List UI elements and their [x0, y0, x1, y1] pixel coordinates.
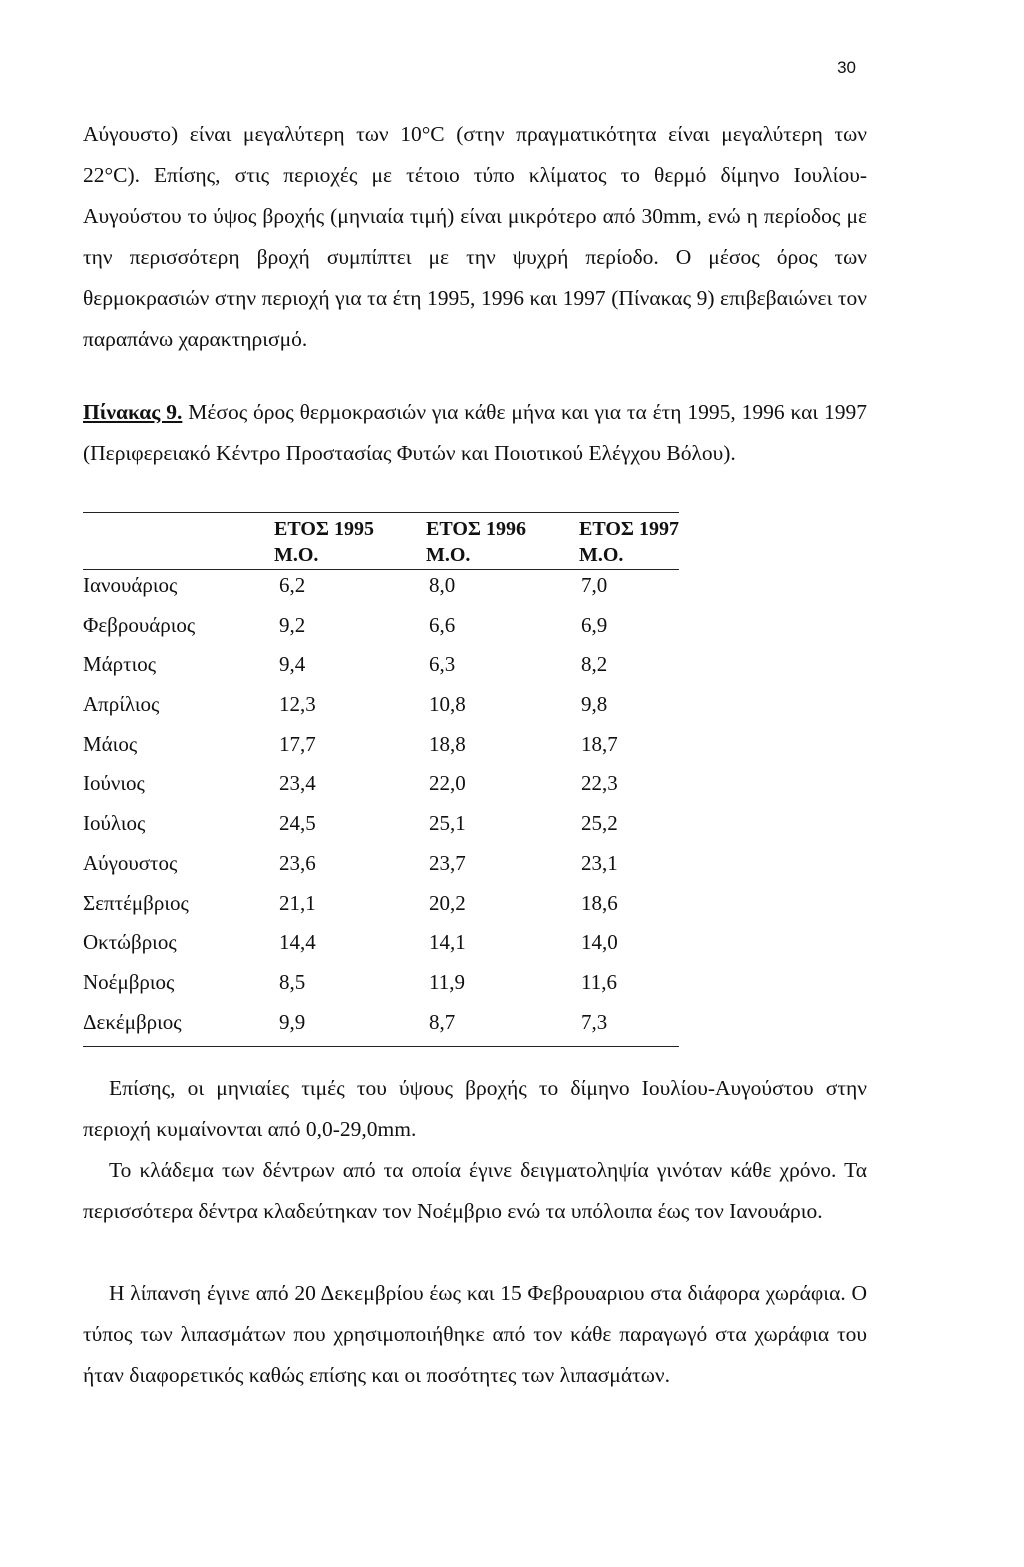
month-cell: Δεκέμβριος	[83, 1009, 182, 1034]
value-cell: 14,1	[429, 930, 466, 955]
value-cell: 22,0	[429, 771, 466, 796]
value-cell: 22,3	[581, 771, 618, 796]
header-year: ΕΤΟΣ 1997	[579, 518, 679, 540]
header-1995	[274, 516, 374, 568]
value-cell: 9,9	[279, 1009, 306, 1034]
header-year: ΕΤΟΣ 1995	[274, 518, 374, 540]
table-row	[83, 808, 679, 848]
pruning-paragraph	[83, 1150, 867, 1232]
month-cell: Φεβρουάριος	[83, 612, 196, 637]
month-cell: Σεπτέμβριος	[83, 890, 189, 915]
page-number: 30	[837, 58, 856, 77]
rainfall-text: Επίσης, οι μηνιαίες τιμές του ύψους βροχής το δίμηνο Ιουλίου-Αυγούστου στην περιοχή κυμαίνονται από 0,0-29,0mm.	[83, 1076, 867, 1141]
value-cell: 8,0	[429, 573, 456, 597]
value-cell: 24,5	[279, 811, 316, 836]
value-cell: 6,2	[279, 573, 306, 597]
value-cell: 6,6	[429, 612, 456, 637]
header-1997	[579, 516, 679, 568]
month-cell: Απρίλιος	[83, 692, 160, 717]
header-year: ΕΤΟΣ 1996	[426, 518, 526, 540]
table-row	[83, 768, 679, 808]
value-cell: 8,2	[581, 652, 608, 677]
temperature-table	[83, 512, 679, 1047]
value-cell: 7,0	[581, 573, 608, 597]
value-cell: 23,6	[279, 850, 316, 875]
header-sub: Μ.Ο.	[426, 544, 471, 566]
value-cell: 8,7	[429, 1009, 456, 1034]
month-cell: Ιανουάριος	[83, 573, 178, 597]
value-cell: 9,4	[279, 652, 306, 677]
value-cell: 6,3	[429, 652, 456, 677]
value-cell: 18,6	[581, 890, 618, 915]
value-cell: 21,1	[279, 890, 316, 915]
value-cell: 23,1	[581, 850, 618, 875]
value-cell: 11,6	[581, 969, 617, 994]
table-row	[83, 967, 679, 1007]
value-cell: 17,7	[279, 731, 316, 756]
header-sub: Μ.Ο.	[579, 544, 624, 566]
value-cell: 11,9	[429, 969, 465, 994]
month-cell: Οκτώβριος	[83, 930, 177, 955]
month-cell: Νοέμβριος	[83, 969, 175, 994]
value-cell: 18,7	[581, 731, 618, 756]
value-cell: 9,2	[279, 612, 306, 637]
value-cell: 6,9	[581, 612, 608, 637]
table-row	[83, 1007, 679, 1047]
pruning-text: Το κλάδεμα των δέντρων από τα οποία έγινε δειγματοληψία γινόταν κάθε χρόνο. Τα περισσότερα δέντρα κλαδεύτηκαν τον Νοέμβριο ενώ τα υπόλοιπα έως τον Ιανουάριο.	[83, 1158, 867, 1223]
table-row	[83, 927, 679, 967]
table-header	[83, 513, 679, 569]
table-caption-label: Πίνακας 9.	[83, 400, 183, 424]
table-bottom-rule	[83, 1046, 679, 1047]
table-row	[83, 729, 679, 769]
rainfall-paragraph	[83, 1068, 867, 1150]
value-cell: 8,5	[279, 969, 306, 994]
value-cell: 9,8	[581, 692, 608, 717]
table-caption-text: Μέσος όρος θερμοκρασιών για κάθε μήνα και για τα έτη 1995, 1996 και 1997 (Περιφερειακό Κέντρο Προστασίας Φυτών και Ποιοτικού Ελέγχου Βόλου).	[83, 400, 867, 465]
table-caption	[83, 392, 867, 474]
value-cell: 20,2	[429, 890, 466, 915]
month-cell: Μάιος	[83, 731, 138, 756]
value-cell: 25,2	[581, 811, 618, 836]
table-body	[83, 570, 679, 1046]
table-row	[83, 848, 679, 888]
value-cell: 12,3	[279, 692, 316, 717]
table-row	[83, 888, 679, 928]
table-row	[83, 610, 679, 650]
header-sub: Μ.Ο.	[274, 544, 319, 566]
month-cell: Αύγουστος	[83, 850, 178, 875]
value-cell: 18,8	[429, 731, 466, 756]
value-cell: 14,0	[581, 930, 618, 955]
month-cell: Μάρτιος	[83, 652, 157, 677]
month-cell: Ιούλιος	[83, 811, 146, 836]
intro-paragraph: Αύγουστο) είναι μεγαλύτερη των 10°C (στην πραγματικότητα είναι μεγαλύτερη των 22°C). Επίσης, στις περιοχές με τέτοιο τύπο κλίματος το θερμό δίμηνο Ιουλίου-Αυγούστου το ύψος βροχής (μηνιαία τιμή) είναι μικρότερο από 30mm, ενώ η περίοδος με την περισσότερη βροχή συμπίπτει με την ψυχρή περίοδο. Ο μέσος όρος των θερμοκρασιών στην περιοχή για τα έτη 1995, 1996 και 1997 (Πίνακας 9) επιβεβαιώνει τον παραπάνω χαρακτηρισμό.	[83, 122, 867, 351]
header-1996	[426, 516, 526, 568]
value-cell: 10,8	[429, 692, 466, 717]
value-cell: 23,4	[279, 771, 316, 796]
fertilization-paragraph	[83, 1273, 867, 1396]
table-row	[83, 570, 679, 610]
value-cell: 14,4	[279, 930, 316, 955]
value-cell: 7,3	[581, 1009, 608, 1034]
value-cell: 25,1	[429, 811, 466, 836]
value-cell: 23,7	[429, 850, 466, 875]
table-row	[83, 649, 679, 689]
fertilization-text: Η λίπανση έγινε από 20 Δεκεμβρίου έως και 15 Φεβρουαριου στα διάφορα χωράφια. Ο τύπος των λιπασμάτων που χρησιμοποιήθηκε από τον κάθε παραγωγό στα χωράφια του ήταν διαφορετικός καθώς επίσης και οι ποσότητες των λιπασμάτων.	[83, 1281, 867, 1387]
month-cell: Ιούνιος	[83, 771, 145, 796]
table-row	[83, 689, 679, 729]
